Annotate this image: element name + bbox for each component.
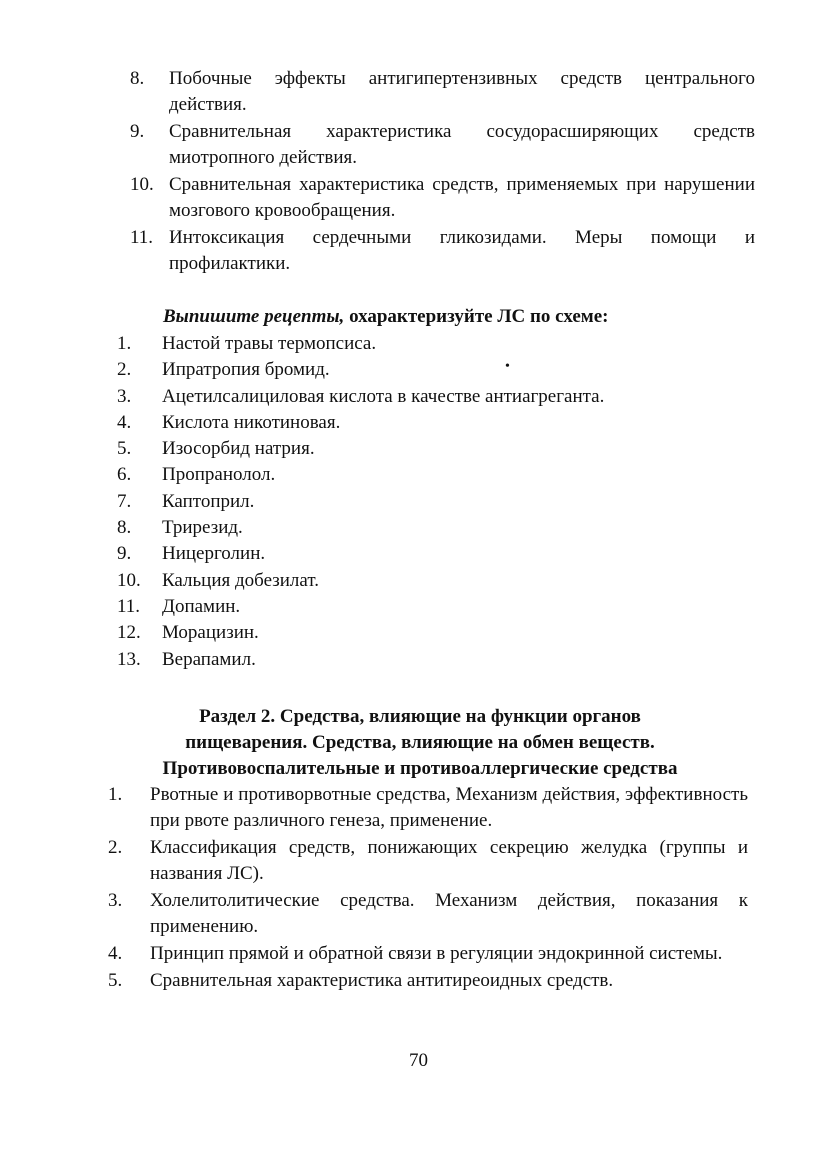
list-item	[130, 172, 755, 224]
item-number: 12.	[117, 622, 141, 644]
list-item	[117, 515, 677, 541]
item-text: Ацетилсалициловая кислота в качестве антиагреганта.	[162, 385, 605, 407]
item-number: 8.	[117, 517, 132, 539]
prescriptions-heading-italic: Выпишите рецепты,	[163, 306, 345, 327]
item-text: Холелитолитические средства. Механизм действия, показания к применению.	[150, 890, 748, 937]
prescriptions-heading-rest: охарактеризуйте ЛС по схеме:	[344, 306, 609, 327]
list-item	[117, 410, 677, 436]
item-number: 3.	[108, 890, 123, 911]
section-title	[60, 704, 780, 782]
item-number: 4.	[117, 411, 132, 433]
stray-dot: •	[505, 359, 510, 374]
item-text: Классификация средств, понижающих секрецию желудка (группы и названия ЛС).	[150, 837, 748, 884]
item-text: Кальция добезилат.	[162, 569, 319, 591]
item-text: Побочные эффекты антигипертензивных средств центрального действия.	[169, 68, 755, 115]
item-number: 13.	[117, 648, 141, 670]
item-number: 10.	[117, 569, 141, 591]
prescriptions-list	[117, 331, 677, 673]
section-title-line: пищеварения. Средства, влияющие на обмен веществ.	[185, 732, 655, 753]
list-item	[117, 541, 677, 567]
page-number: 70	[409, 1050, 428, 1071]
item-text: Настой травы термопсиса.	[162, 333, 377, 354]
list-item	[117, 620, 677, 646]
item-text: Ипратропия бромид.	[162, 359, 330, 381]
list-item	[108, 782, 748, 834]
item-text: Трирезид.	[162, 517, 243, 539]
item-number: 5.	[108, 970, 123, 991]
list-item	[117, 357, 677, 383]
item-text: Допамин.	[162, 595, 241, 617]
item-number: 1.	[108, 784, 123, 805]
item-text: Сравнительная характеристика сосудорасширяющих средств миотропного действия.	[169, 121, 755, 168]
item-text: Ницерголин.	[162, 543, 266, 565]
item-number: 10.	[130, 174, 154, 195]
item-number: 8.	[130, 68, 145, 89]
section-questions-list	[108, 782, 748, 995]
item-number: 6.	[117, 464, 132, 486]
list-item	[108, 968, 748, 994]
item-text: Верапамил.	[162, 648, 256, 670]
item-number: 11.	[130, 227, 154, 248]
list-item	[117, 568, 677, 594]
list-item	[117, 647, 677, 673]
item-number: 2.	[108, 837, 123, 858]
item-text: Сравнительная характеристика антитиреоидных средств.	[150, 970, 614, 991]
list-item	[117, 436, 677, 462]
item-text: Сравнительная характеристика средств, применяемых при нарушении мозгового кровообращения.	[169, 174, 755, 221]
item-number: 7.	[117, 490, 132, 512]
list-item	[117, 384, 677, 410]
item-number: 5.	[117, 438, 132, 460]
discussion-list	[130, 66, 755, 278]
list-item	[117, 489, 677, 515]
section-title-line: Противовоспалительные и противоаллергические средства	[162, 758, 678, 779]
item-text: Принцип прямой и обратной связи в регуляции эндокринной системы.	[150, 943, 723, 964]
list-item	[108, 888, 748, 940]
list-item	[117, 462, 677, 488]
prescriptions-heading	[163, 306, 609, 328]
item-number: 2.	[117, 359, 132, 381]
item-number: 11.	[117, 595, 141, 617]
item-text: Пропранолол.	[162, 464, 276, 486]
item-number: 4.	[108, 943, 123, 964]
item-number: 9.	[130, 121, 145, 142]
list-item	[130, 225, 755, 277]
item-text: Интоксикация сердечными гликозидами. Меры помощи и профилактики.	[169, 227, 755, 274]
item-number: 1.	[117, 333, 132, 354]
list-item	[130, 66, 755, 118]
item-text: Морацизин.	[162, 622, 259, 644]
section-title-line: Раздел 2. Средства, влияющие на функции органов	[199, 706, 641, 727]
item-number: 9.	[117, 543, 132, 565]
list-item	[117, 594, 677, 620]
item-text: Изосорбид натрия.	[162, 438, 315, 460]
item-text: Кислота никотиновая.	[162, 411, 341, 433]
item-text: Каптоприл.	[162, 490, 255, 512]
item-text: Рвотные и противорвотные средства, Механизм действия, эффективность при рвоте различного генеза, применение.	[150, 784, 748, 831]
list-item	[108, 941, 748, 967]
list-item	[130, 119, 755, 171]
item-number: 3.	[117, 385, 132, 407]
list-item	[117, 331, 677, 357]
list-item	[108, 835, 748, 887]
